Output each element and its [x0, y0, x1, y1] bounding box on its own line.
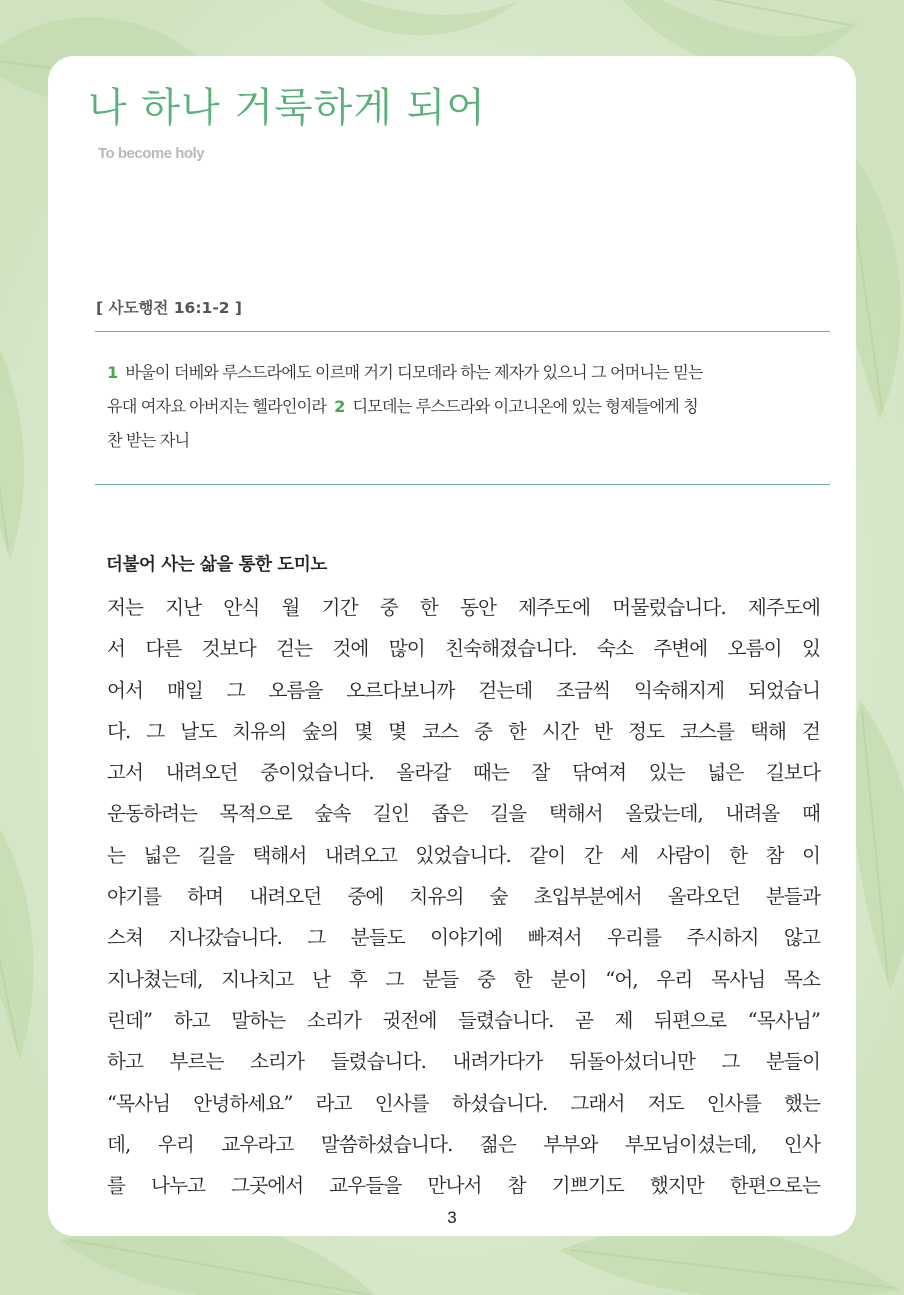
- body-line: 를 나누고 그곳에서 교우들을 만나서 참 기쁘기도 했지만 한편으로는: [107, 1174, 820, 1198]
- sermon-body: [107, 587, 820, 1206]
- verse-text: 바울이 더베와 루스드라에도 이르매 거기 디모데라 하는 제자가 있으니 그 어머니는 믿는: [125, 363, 703, 382]
- body-line: 야기를 하며 내려오던 중에 치유의 숲 초입부분에서 올라오던 분들과: [107, 885, 820, 909]
- body-line: 데, 우리 교우라고 말씀하셨습니다. 젊은 부부와 부모님이셨는데, 인사: [107, 1132, 820, 1156]
- page-number: 3: [447, 1208, 457, 1227]
- body-line: 린데” 하고 말하는 소리가 귓전에 들렸습니다. 곧 제 뒤편으로 “목사님”: [107, 1008, 820, 1032]
- body-line: “목사님 안녕하세요” 라고 인사를 하셨습니다. 그래서 저도 인사를 했는: [107, 1091, 820, 1115]
- section-title: 더불어 사는 삶을 통한 도미노: [106, 555, 327, 575]
- body-line: 하고 부르는 소리가 들렸습니다. 내려가다가 뒤돌아섰더니만 그 분들이: [107, 1050, 820, 1074]
- body-line: 스쳐 지나갔습니다. 그 분들도 이야기에 빠져서 우리를 주시하지 않고: [107, 926, 820, 950]
- body-line: 다. 그 날도 치유의 숲의 몇 몇 코스 중 한 시간 반 정도 코스를 택해 걷: [107, 719, 820, 743]
- page-subtitle: To become holy: [98, 145, 205, 162]
- body-line: 어서 매일 그 오름을 오르다보니까 걷는데 조금씩 익숙해지게 되었습니: [107, 678, 820, 702]
- scripture-reference: [ 사도행전 16:1-2 ]: [96, 299, 243, 317]
- body-line: 고서 내려오던 중이었습니다. 올라갈 때는 잘 닦여져 있는 넓은 길보다: [107, 761, 820, 785]
- verse-line: [107, 390, 829, 424]
- verse-text: 디모데는 루스드라와 이고니온에 있는 형제들에게 칭: [352, 397, 698, 416]
- verse-line: [107, 424, 829, 458]
- scripture-passage: [107, 356, 829, 458]
- divider-top: [95, 331, 830, 332]
- body-line: 는 넓은 길을 택해서 내려오고 있었습니다. 같이 간 세 사람이 한 참 이: [107, 843, 820, 867]
- verse-line: [107, 356, 829, 390]
- body-line: 서 다른 것보다 걷는 것에 많이 친숙해졌습니다. 숙소 주변에 오름이 있: [107, 637, 820, 661]
- verse-text: 유대 여자요 아버지는 헬라인이라: [107, 397, 327, 416]
- page-title: 나 하나 거룩하게 되어: [88, 85, 486, 131]
- body-line: 저는 지난 안식 월 기간 중 한 동안 제주도에 머물렀습니다. 제주도에: [107, 596, 820, 619]
- verse-text: 찬 받는 자니: [107, 431, 190, 450]
- verse-number: 2: [334, 397, 345, 416]
- verse-number: 1: [107, 363, 118, 382]
- body-line: 운동하려는 목적으로 숲속 길인 좁은 길을 택해서 올랐는데, 내려올 때: [107, 802, 820, 826]
- divider-bottom: [95, 484, 830, 485]
- body-line: 지나쳤는데, 지나치고 난 후 그 분들 중 한 분이 “어, 우리 목사님 목소: [107, 967, 820, 991]
